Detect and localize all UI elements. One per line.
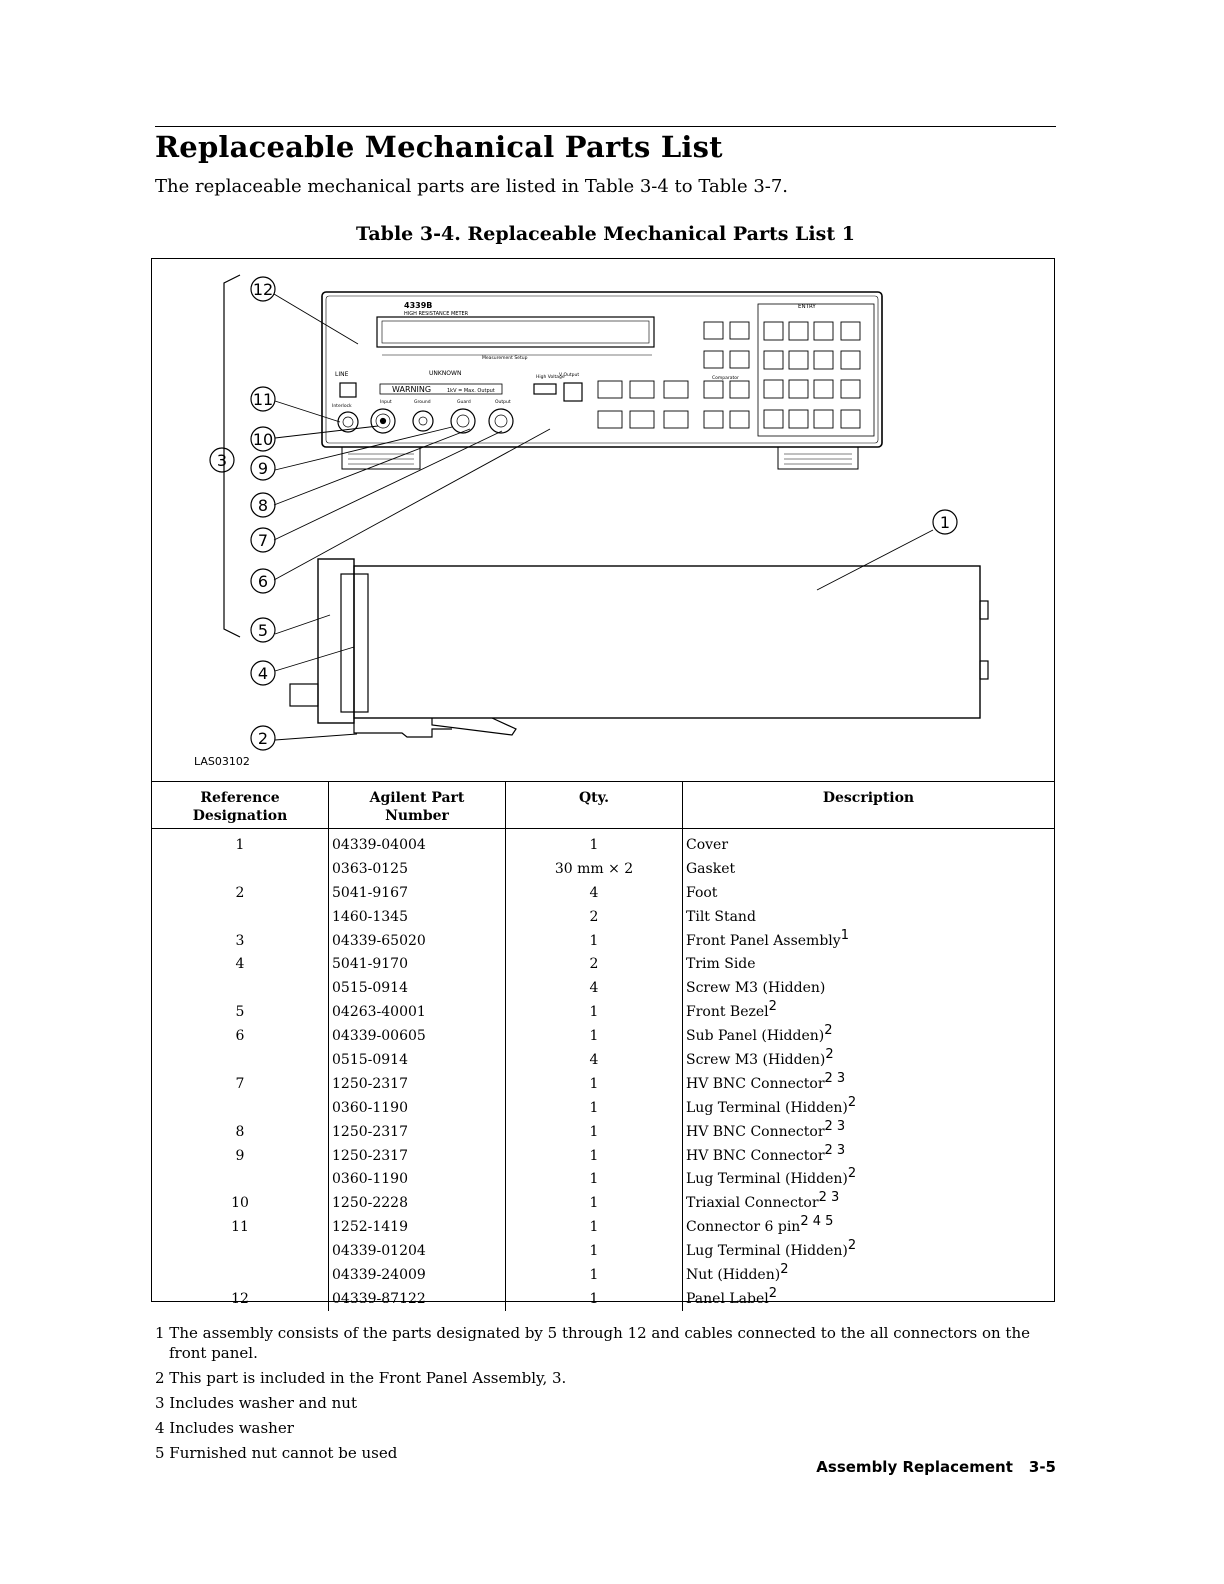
footnote-4: 4 Includes washer <box>155 1419 294 1437</box>
low-limit-key <box>704 381 723 398</box>
description-cell <box>683 1263 1055 1287</box>
part-number-cell: 0515-0914 <box>329 1048 506 1072</box>
high-limit-key <box>730 381 749 398</box>
description-text: Screw M3 (Hidden) <box>686 980 826 997</box>
front-knob <box>290 684 318 706</box>
reference-cell <box>152 1096 329 1120</box>
meas-prmtr-key <box>598 411 622 428</box>
table-row <box>152 976 1054 1000</box>
unknown-label: UNKNOWN <box>429 370 462 377</box>
footnote-ref: 2 <box>824 1023 833 1039</box>
footnote-ref: 2 <box>825 1046 834 1062</box>
warning-text: 1kV = Max. Output <box>447 388 495 394</box>
qty-cell: 1 <box>506 1263 683 1287</box>
front-bezel-side <box>318 559 354 723</box>
reference-cell <box>152 1263 329 1287</box>
table-row <box>152 857 1054 881</box>
footnote-5: 5 Furnished nut cannot be used <box>155 1444 398 1462</box>
table-caption: Table 3-4. Replaceable Mechanical Parts List 1 <box>356 223 855 245</box>
description-cell <box>683 1096 1055 1120</box>
description-cell <box>683 1287 1055 1311</box>
description-text: Lug Terminal (Hidden) <box>686 1171 848 1188</box>
description-text: Nut (Hidden) <box>686 1266 781 1283</box>
high-voltage-button <box>534 384 556 394</box>
qty-cell: 1 <box>506 1239 683 1263</box>
parts-table-frame <box>151 258 1055 1307</box>
table-row <box>152 829 1054 857</box>
description-text: Trim Side <box>686 956 756 973</box>
part-number-cell: 0360-1190 <box>329 1096 506 1120</box>
footnote-ref: 2 <box>768 1285 778 1301</box>
description-text: Triaxial Connector <box>686 1195 819 1212</box>
output-connector <box>489 409 513 433</box>
callout-9: 9 <box>257 459 269 478</box>
description-text: Sub Panel (Hidden) <box>686 1028 825 1045</box>
entry-keys <box>764 322 860 428</box>
description-cell <box>683 976 1055 1000</box>
table-row <box>152 1096 1054 1120</box>
qty-cell: 1 <box>506 1072 683 1096</box>
qty-cell: 1 <box>506 829 683 857</box>
part-number-cell: 04339-24009 <box>329 1263 506 1287</box>
description-cell <box>683 1167 1055 1191</box>
reference-cell: 8 <box>235 1123 245 1140</box>
callout-4: 4 <box>257 664 269 683</box>
description-cell <box>683 1048 1055 1072</box>
table-row <box>152 1191 1054 1215</box>
intro-text: The replaceable mechanical parts are listed in Table 3-4 to Table 3-7. <box>155 176 789 197</box>
description-cell <box>683 1191 1055 1215</box>
footnote-2: 2 This part is included in the Front Panel Assembly, 3. <box>155 1369 567 1387</box>
qty-cell: 4 <box>506 1048 683 1072</box>
reference-cell: 12 <box>231 1290 249 1307</box>
instrument-name-text: HIGH RESISTANCE METER <box>404 311 469 317</box>
table-row <box>152 905 1054 929</box>
comparator-label: Comparator <box>712 376 739 381</box>
warning-label: WARNING <box>392 385 432 394</box>
table-row <box>152 1239 1054 1263</box>
output-label: Output <box>495 400 511 405</box>
trig-key <box>704 322 723 339</box>
description-text: Tilt Stand <box>686 908 756 925</box>
page-title: Replaceable Mechanical Parts List <box>155 130 723 164</box>
part-number-cell: 04263-40001 <box>329 1000 506 1024</box>
table-row <box>152 1287 1054 1311</box>
table-row <box>152 1048 1054 1072</box>
parts-table <box>152 782 1054 1311</box>
reference-cell: 5 <box>235 1004 245 1021</box>
callout-12: 12 <box>252 280 274 299</box>
qty-cell: 1 <box>506 1096 683 1120</box>
description-cell <box>683 1072 1055 1096</box>
seq-mode-key <box>664 381 688 398</box>
description-text: Screw M3 (Hidden) <box>686 1051 826 1068</box>
v-output-button <box>564 383 582 401</box>
table-body <box>152 829 1054 1311</box>
description-text: Gasket <box>686 860 736 877</box>
callout-5: 5 <box>257 621 269 640</box>
guard-connector <box>451 409 475 433</box>
stby-setting-key <box>630 411 654 428</box>
part-number-cell: 5041-9170 <box>329 952 506 976</box>
qty-cell: 1 <box>506 929 683 953</box>
reference-cell <box>152 1167 329 1191</box>
table-row <box>152 1000 1054 1024</box>
footnote-1: 1 The assembly consists of the parts designated by 5 through 12 and cables connected to the all connectors on the front panel. <box>155 1324 1031 1362</box>
callout-8: 8 <box>257 496 269 515</box>
qty-cell: 1 <box>506 1000 683 1024</box>
qty-cell: 1 <box>506 1191 683 1215</box>
reference-cell: 6 <box>235 1028 245 1045</box>
reference-cell: 3 <box>235 932 245 949</box>
description-cell <box>683 952 1055 976</box>
callout-11: 11 <box>252 390 274 409</box>
reference-cell: 2 <box>235 884 245 901</box>
footnote-ref: 1 <box>840 927 849 943</box>
callout-1: 1 <box>939 513 951 532</box>
description-cell <box>683 1120 1055 1144</box>
reference-cell <box>152 976 329 1000</box>
part-number-cell: 04339-65020 <box>329 929 506 953</box>
guard-label: Guard <box>457 400 471 405</box>
reference-cell <box>152 857 329 881</box>
part-number-cell: 1460-1345 <box>329 905 506 929</box>
table-row <box>152 1215 1054 1239</box>
description-text: Panel Label <box>686 1290 769 1307</box>
rear-connector-2 <box>980 661 988 679</box>
reference-cell <box>152 905 329 929</box>
measurement-setup-text: Measurement Setup <box>482 356 528 361</box>
description-cell <box>683 1144 1055 1168</box>
description-cell <box>683 905 1055 929</box>
table-row <box>152 1167 1054 1191</box>
part-number-cell: 1250-2317 <box>329 1144 506 1168</box>
footnote-ref: 2 <box>847 1238 857 1254</box>
description-cell <box>683 1024 1055 1048</box>
entry-keypad-frame <box>758 304 874 436</box>
display-window <box>377 317 654 347</box>
footnote-ref: 2 4 5 <box>800 1214 834 1230</box>
footnote-ref: 2 <box>847 1094 857 1110</box>
model-text: 4339B <box>404 301 433 310</box>
down-arrow-key <box>704 411 723 428</box>
line-label: LINE <box>335 371 349 378</box>
part-number-cell: 04339-01204 <box>329 1239 506 1263</box>
qty-cell: 1 <box>506 1024 683 1048</box>
footnote-ref: 2 3 <box>818 1190 840 1206</box>
qty-cell: 2 <box>506 905 683 929</box>
header-rule <box>155 126 1056 127</box>
footnote-3: 3 Includes washer and nut <box>155 1394 357 1412</box>
description-text: HV BNC Connector <box>686 1123 825 1140</box>
qty-cell: 30 mm × 2 <box>506 857 683 881</box>
footnotes <box>155 1323 1060 1468</box>
description-cell <box>683 829 1055 857</box>
up-arrow-key <box>730 411 749 428</box>
reference-cell: 7 <box>235 1075 245 1092</box>
table-header-row <box>152 782 1054 829</box>
part-number-cell: 1250-2228 <box>329 1191 506 1215</box>
callout-6: 6 <box>257 572 269 591</box>
qty-cell: 1 <box>506 1215 683 1239</box>
part-number-cell: 1252-1419 <box>329 1215 506 1239</box>
lcl-key <box>730 322 749 339</box>
figure-id: LAS03102 <box>194 755 250 768</box>
part-number-cell: 0515-0914 <box>329 976 506 1000</box>
meas-time-key <box>630 381 654 398</box>
leader-lines <box>274 294 933 740</box>
description-text: HV BNC Connector <box>686 1147 825 1164</box>
ground-connector <box>413 411 433 431</box>
description-text: Cover <box>686 836 729 853</box>
function-keys <box>598 322 749 428</box>
footer-section: Assembly Replacement <box>816 1458 1013 1476</box>
table-row <box>152 929 1054 953</box>
table-row <box>152 952 1054 976</box>
exploded-view-figure <box>152 259 1054 782</box>
qty-cell: 1 <box>506 1120 683 1144</box>
qty-cell: 2 <box>506 952 683 976</box>
description-text: HV BNC Connector <box>686 1075 825 1092</box>
table-row <box>152 1024 1054 1048</box>
v-output-label: V Output <box>559 373 580 378</box>
description-text: Lug Terminal (Hidden) <box>686 1099 848 1116</box>
description-text: Lug Terminal (Hidden) <box>686 1243 848 1260</box>
interlock-label: Interlock <box>332 404 352 409</box>
header-reference: Reference Designation <box>152 782 329 829</box>
footnote-ref: 2 3 <box>824 1118 846 1134</box>
reference-cell: 10 <box>231 1195 249 1212</box>
callout-2: 2 <box>257 729 269 748</box>
instrument-illustration <box>152 259 1054 781</box>
footnote-ref: 2 3 <box>824 1142 846 1158</box>
description-text: Connector 6 pin <box>686 1219 801 1236</box>
header-part-number: Agilent Part Number <box>329 782 506 829</box>
part-number-cell: 1250-2317 <box>329 1072 506 1096</box>
part-number-cell: 04339-04004 <box>329 829 506 857</box>
description-cell <box>683 1000 1055 1024</box>
cover-side <box>354 566 980 718</box>
rear-connector-1 <box>980 601 988 619</box>
footnote-ref: 2 <box>768 999 777 1015</box>
footnote-ref: 2 3 <box>824 1070 846 1086</box>
part-number-cell: 0360-1190 <box>329 1167 506 1191</box>
qty-cell: 4 <box>506 881 683 905</box>
table-row <box>152 1120 1054 1144</box>
tilt-stand <box>432 718 516 735</box>
reference-cell: 11 <box>231 1219 249 1236</box>
part-number-cell: 0363-0125 <box>329 857 506 881</box>
left-foot <box>342 447 420 469</box>
hold-local-key <box>664 411 688 428</box>
footnote-ref: 2 <box>847 1166 857 1182</box>
footer-page-number: 3-5 <box>1028 1458 1056 1476</box>
table-row <box>152 1263 1054 1287</box>
description-cell <box>683 929 1055 953</box>
table-row <box>152 881 1054 905</box>
description-text: Front Panel Assembly <box>686 932 841 949</box>
reference-cell: 9 <box>235 1147 245 1164</box>
reference-cell: 1 <box>235 836 245 853</box>
qty-cell: 1 <box>506 1167 683 1191</box>
qty-cell: 1 <box>506 1144 683 1168</box>
reference-cell: 4 <box>235 956 245 973</box>
page-footer <box>816 1458 1056 1476</box>
rcl-key <box>730 351 749 368</box>
callout-10: 10 <box>252 430 274 449</box>
description-cell <box>683 1239 1055 1263</box>
footnote-ref: 2 <box>780 1261 789 1277</box>
part-number-cell: 04339-00605 <box>329 1024 506 1048</box>
header-description: Description <box>683 782 1055 829</box>
table-row <box>152 1144 1054 1168</box>
reference-cell <box>152 1048 329 1072</box>
description-text: Foot <box>686 884 718 901</box>
power-switch <box>340 383 356 397</box>
ground-label: Ground <box>414 400 431 405</box>
reference-cell <box>152 1239 329 1263</box>
part-number-cell: 5041-9167 <box>329 881 506 905</box>
input-label: Input <box>380 400 392 405</box>
foot-side <box>354 718 452 737</box>
source-voltage-key <box>598 381 622 398</box>
high-voltage-label: High Voltage <box>536 375 565 380</box>
qty-cell: 4 <box>506 976 683 1000</box>
table-row <box>152 1072 1054 1096</box>
description-cell <box>683 1215 1055 1239</box>
callout-numbers <box>217 280 950 748</box>
part-number-cell: 04339-87122 <box>329 1287 506 1311</box>
callout-3: 3 <box>216 451 228 470</box>
description-cell <box>683 881 1055 905</box>
description-text: Front Bezel <box>686 1004 769 1021</box>
right-foot <box>778 447 858 469</box>
description-cell <box>683 857 1055 881</box>
trig-mode-key <box>704 351 723 368</box>
qty-cell: 1 <box>506 1287 683 1311</box>
part-number-cell: 1250-2317 <box>329 1120 506 1144</box>
callout-7: 7 <box>257 531 269 550</box>
entry-label: ENTRY <box>798 304 816 310</box>
header-qty: Qty. <box>506 782 683 829</box>
